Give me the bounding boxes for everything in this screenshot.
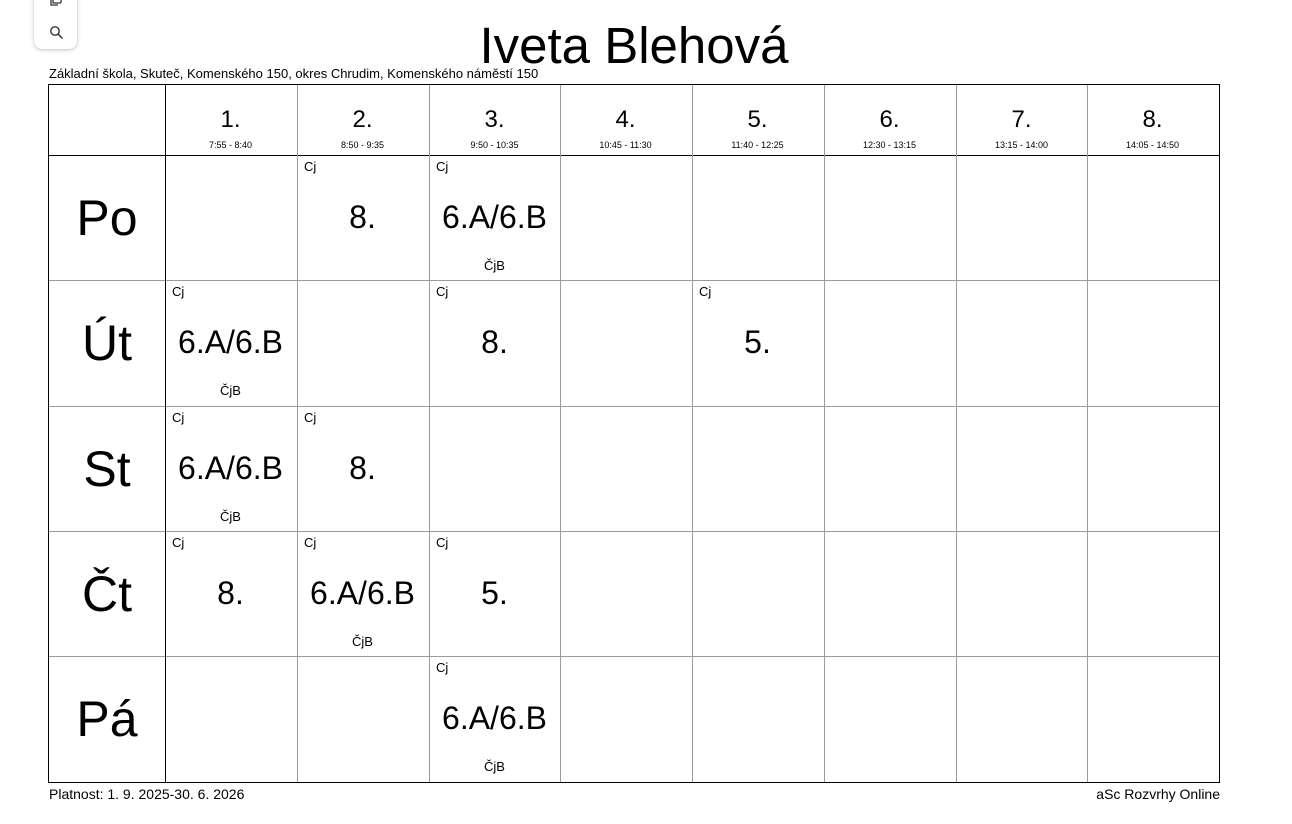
header-divider: [49, 155, 1219, 156]
period-time: 7:55 - 8:40: [208, 140, 253, 150]
school-name: Základní škola, Skuteč, Komenského 150, okres Chrudim, Komenského náměstí 150: [49, 66, 539, 81]
lesson-subject: Cj: [699, 284, 712, 299]
period-time: 12:30 - 13:15: [862, 140, 917, 150]
lesson-class: 8.: [349, 199, 376, 235]
period-time: 13:15 - 14:00: [994, 140, 1049, 150]
lesson-class: 8.: [481, 324, 508, 360]
period-time: 11:40 - 12:25: [731, 140, 784, 150]
lesson-subject: Cj: [172, 284, 185, 299]
lesson-card[interactable]: [165, 406, 296, 531]
period-header: [956, 85, 1087, 155]
lesson-group: ČjB: [352, 634, 373, 649]
day-label: Čt: [82, 565, 132, 622]
lesson-class: 8.: [349, 450, 376, 486]
teacher-name: Iveta Blehová: [479, 17, 789, 74]
lesson-group: ČjB: [220, 383, 241, 398]
period-number: 3.: [484, 106, 505, 133]
period-time: 8:50 - 9:35: [340, 140, 385, 150]
lesson-card[interactable]: [429, 280, 560, 405]
lesson-class: 8.: [217, 575, 244, 611]
lesson-group: ČjB: [484, 759, 505, 774]
lesson-card[interactable]: [297, 531, 428, 656]
lesson-subject: Cj: [304, 410, 317, 425]
period-header: [824, 85, 955, 155]
period-header: [429, 85, 560, 155]
column-divider: [692, 85, 693, 782]
period-header: [560, 85, 691, 155]
day-label: Pá: [76, 690, 138, 747]
column-divider: [824, 85, 825, 782]
lesson-group: ČjB: [484, 258, 505, 273]
day-label: St: [83, 440, 131, 497]
lesson-card[interactable]: [165, 280, 296, 405]
lesson-card[interactable]: [429, 531, 560, 656]
column-divider: [560, 85, 561, 782]
lesson-class: 6.A/6.B: [178, 450, 283, 486]
period-header: [1087, 85, 1218, 155]
period-number: 4.: [615, 106, 636, 133]
lesson-subject: Cj: [436, 660, 449, 675]
lesson-subject: Cj: [436, 284, 449, 299]
lesson-class: 6.A/6.B: [178, 324, 283, 360]
lesson-card[interactable]: [429, 656, 560, 781]
lesson-class: 5.: [481, 575, 508, 611]
lesson-card[interactable]: [297, 155, 428, 280]
lesson-card[interactable]: [297, 406, 428, 531]
period-number: 2.: [352, 106, 373, 133]
period-number: 8.: [1142, 106, 1163, 133]
timetable-grid: [48, 84, 1220, 783]
copy-icon[interactable]: [45, 0, 67, 11]
day-label: Po: [76, 189, 138, 246]
period-header: [165, 85, 296, 155]
period-number: 1.: [220, 106, 241, 133]
brand-link[interactable]: aSc Rozvrhy Online: [1096, 786, 1220, 802]
lesson-subject: Cj: [304, 535, 317, 550]
row-divider: [49, 656, 1219, 657]
lesson-card[interactable]: [692, 280, 823, 405]
lesson-class: 6.A/6.B: [442, 199, 547, 235]
period-number: 7.: [1011, 106, 1032, 133]
lesson-subject: Cj: [172, 410, 185, 425]
period-time: 14:05 - 14:50: [1125, 140, 1180, 150]
column-divider: [956, 85, 957, 782]
lesson-subject: Cj: [304, 159, 317, 174]
period-header: [692, 85, 823, 155]
column-divider: [1087, 85, 1088, 782]
validity-text: Platnost: 1. 9. 2025-30. 6. 2026: [49, 786, 245, 802]
lesson-class: 6.A/6.B: [442, 700, 547, 736]
lesson-card[interactable]: [429, 155, 560, 280]
period-header: [297, 85, 428, 155]
period-number: 6.: [879, 106, 900, 133]
lesson-class: 5.: [744, 324, 771, 360]
lesson-subject: Cj: [436, 535, 449, 550]
period-number: 5.: [747, 106, 768, 133]
lesson-subject: Cj: [172, 535, 185, 550]
lesson-subject: Cj: [436, 159, 449, 174]
lesson-card[interactable]: [165, 531, 296, 656]
lesson-group: ČjB: [220, 509, 241, 524]
day-label: Út: [82, 314, 132, 371]
period-time: 10:45 - 11:30: [599, 140, 652, 150]
lesson-class: 6.A/6.B: [310, 575, 415, 611]
period-time: 9:50 - 10:35: [470, 140, 519, 150]
